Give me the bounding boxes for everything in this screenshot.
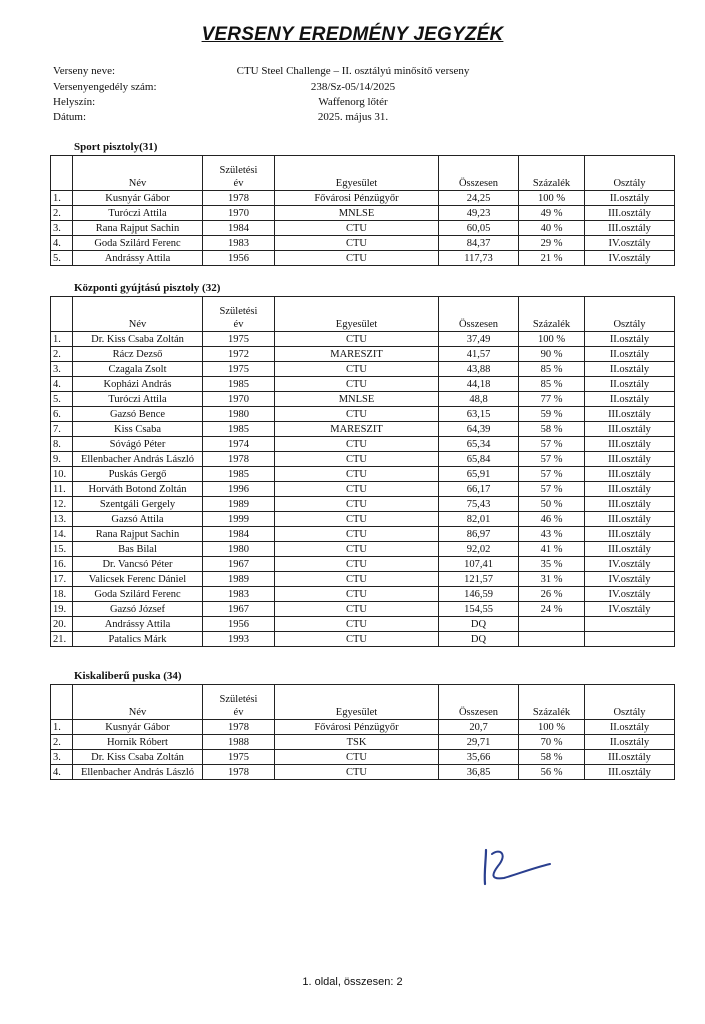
club-cell: CTU: [275, 765, 439, 780]
percent-cell: 57 %: [519, 452, 585, 467]
header-name: Név: [73, 156, 203, 191]
class-cell: III.osztály: [585, 422, 675, 437]
name-cell: Gazsó Attila: [73, 512, 203, 527]
total-cell: 86,97: [439, 527, 519, 542]
header-class: Osztály: [585, 156, 675, 191]
name-cell: Kiss Csaba: [73, 422, 203, 437]
name-cell: Dr. Kiss Csaba Zoltán: [73, 750, 203, 765]
header-birth-year-line2: év: [233, 319, 244, 330]
name-cell: Sóvágó Péter: [73, 437, 203, 452]
club-cell: CTU: [275, 527, 439, 542]
birth-year-cell: 1975: [203, 750, 275, 765]
rank-cell: 4.: [51, 377, 73, 392]
class-cell: II.osztály: [585, 392, 675, 407]
rank-cell: 1.: [51, 191, 73, 206]
birth-year-cell: 1972: [203, 347, 275, 362]
birth-year-cell: 1980: [203, 407, 275, 422]
header-rank: [51, 685, 73, 720]
table-row: [51, 572, 675, 587]
birth-year-cell: 1975: [203, 362, 275, 377]
club-cell: MARESZIT: [275, 422, 439, 437]
total-cell: 84,37: [439, 236, 519, 251]
club-cell: CTU: [275, 512, 439, 527]
rank-cell: 16.: [51, 557, 73, 572]
name-cell: Szentgáli Gergely: [73, 497, 203, 512]
rank-cell: 19.: [51, 602, 73, 617]
birth-year-cell: 1967: [203, 602, 275, 617]
meta-label: Helyszín:: [53, 96, 96, 108]
birth-year-cell: 1985: [203, 422, 275, 437]
birth-year-cell: 1956: [203, 617, 275, 632]
table-row: [51, 765, 675, 780]
header-club: Egyesület: [275, 297, 439, 332]
birth-year-cell: 1978: [203, 720, 275, 735]
results-table-smallbore-rifle: [50, 684, 675, 780]
class-cell: III.osztály: [585, 452, 675, 467]
class-cell: II.osztály: [585, 362, 675, 377]
club-cell: CTU: [275, 452, 439, 467]
table-row: [51, 251, 675, 266]
header-club: Egyesület: [275, 156, 439, 191]
class-cell: IV.osztály: [585, 251, 675, 266]
percent-cell: 35 %: [519, 557, 585, 572]
table-row: [51, 392, 675, 407]
total-cell: 36,85: [439, 765, 519, 780]
class-cell: IV.osztály: [585, 236, 675, 251]
class-cell: III.osztály: [585, 437, 675, 452]
percent-cell: 59 %: [519, 407, 585, 422]
class-cell: III.osztály: [585, 497, 675, 512]
name-cell: Andrássy Attila: [73, 251, 203, 266]
percent-cell: 70 %: [519, 735, 585, 750]
percent-cell: 57 %: [519, 437, 585, 452]
club-cell: CTU: [275, 617, 439, 632]
percent-cell: 46 %: [519, 512, 585, 527]
header-birth-year-line1: Születési: [219, 165, 258, 176]
class-cell: III.osztály: [585, 221, 675, 236]
total-cell: DQ: [439, 632, 519, 647]
name-cell: Ellenbacher András László: [73, 765, 203, 780]
total-cell: 29,71: [439, 735, 519, 750]
header-birth-year: [203, 297, 275, 332]
total-cell: 63,15: [439, 407, 519, 422]
name-cell: Kusnyár Gábor: [73, 720, 203, 735]
table-row: [51, 482, 675, 497]
birth-year-cell: 1974: [203, 437, 275, 452]
class-cell: II.osztály: [585, 191, 675, 206]
name-cell: Andrássy Attila: [73, 617, 203, 632]
total-cell: 75,43: [439, 497, 519, 512]
total-cell: 37,49: [439, 332, 519, 347]
rank-cell: 2.: [51, 735, 73, 750]
table-row: [51, 362, 675, 377]
rank-cell: 4.: [51, 765, 73, 780]
birth-year-cell: 1984: [203, 527, 275, 542]
name-cell: Rana Rajput Sachin: [73, 527, 203, 542]
header-rank: [51, 156, 73, 191]
rank-cell: 3.: [51, 221, 73, 236]
meta-label: Versenyengedély szám:: [53, 81, 157, 93]
table-row: [51, 407, 675, 422]
results-table-sport-pistol: [50, 155, 675, 266]
birth-year-cell: 1999: [203, 512, 275, 527]
club-cell: CTU: [275, 572, 439, 587]
percent-cell: 57 %: [519, 467, 585, 482]
rank-cell: 1.: [51, 332, 73, 347]
class-cell: III.osztály: [585, 482, 675, 497]
name-cell: Dr. Kiss Csaba Zoltán: [73, 332, 203, 347]
club-cell: CTU: [275, 482, 439, 497]
name-cell: Goda Szilárd Ferenc: [73, 587, 203, 602]
rank-cell: 12.: [51, 497, 73, 512]
percent-cell: 85 %: [519, 362, 585, 377]
total-cell: 64,39: [439, 422, 519, 437]
header-birth-year: [203, 685, 275, 720]
class-cell: II.osztály: [585, 332, 675, 347]
total-cell: 66,17: [439, 482, 519, 497]
club-cell: Fővárosi Pénzügyőr: [275, 191, 439, 206]
meta-value: 238/Sz-05/14/2025: [310, 81, 396, 93]
table-row: [51, 497, 675, 512]
name-cell: Valicsek Ferenc Dániel: [73, 572, 203, 587]
total-cell: 65,34: [439, 437, 519, 452]
percent-cell: 100 %: [519, 191, 585, 206]
birth-year-cell: 1978: [203, 765, 275, 780]
header-birth-year-line1: Születési: [219, 306, 258, 317]
table-header-row: [51, 297, 675, 332]
percent-cell: 31 %: [519, 572, 585, 587]
class-cell: IV.osztály: [585, 587, 675, 602]
rank-cell: 9.: [51, 452, 73, 467]
total-cell: 82,01: [439, 512, 519, 527]
club-cell: MARESZIT: [275, 347, 439, 362]
club-cell: Fővárosi Pénzügyőr: [275, 720, 439, 735]
percent-cell: 29 %: [519, 236, 585, 251]
birth-year-cell: 1970: [203, 206, 275, 221]
header-class: Osztály: [585, 685, 675, 720]
class-cell: III.osztály: [585, 467, 675, 482]
club-cell: CTU: [275, 602, 439, 617]
table-header-row: [51, 685, 675, 720]
name-cell: Turóczi Attila: [73, 392, 203, 407]
birth-year-cell: 1978: [203, 452, 275, 467]
meta-label: Verseny neve:: [53, 65, 116, 77]
header-birth-year-line2: év: [233, 707, 244, 718]
rank-cell: 6.: [51, 407, 73, 422]
header-total: Összesen: [439, 685, 519, 720]
club-cell: CTU: [275, 632, 439, 647]
club-cell: MNLSE: [275, 392, 439, 407]
name-cell: Bas Bilal: [73, 542, 203, 557]
percent-cell: 41 %: [519, 542, 585, 557]
birth-year-cell: 1988: [203, 735, 275, 750]
name-cell: Hornik Róbert: [73, 735, 203, 750]
rank-cell: 13.: [51, 512, 73, 527]
club-cell: CTU: [275, 750, 439, 765]
name-cell: Patalics Márk: [73, 632, 203, 647]
percent-cell: 56 %: [519, 765, 585, 780]
rank-cell: 2.: [51, 206, 73, 221]
birth-year-cell: 1993: [203, 632, 275, 647]
rank-cell: 14.: [51, 527, 73, 542]
class-cell: III.osztály: [585, 407, 675, 422]
birth-year-cell: 1978: [203, 191, 275, 206]
percent-cell: 100 %: [519, 720, 585, 735]
class-cell: III.osztály: [585, 750, 675, 765]
name-cell: Goda Szilárd Ferenc: [73, 236, 203, 251]
table-row: [51, 632, 675, 647]
club-cell: CTU: [275, 497, 439, 512]
header-percent: Százalék: [519, 156, 585, 191]
rank-cell: 21.: [51, 632, 73, 647]
percent-cell: 100 %: [519, 332, 585, 347]
meta-label: Dátum:: [53, 111, 86, 123]
club-cell: CTU: [275, 236, 439, 251]
total-cell: 41,57: [439, 347, 519, 362]
table-row: [51, 720, 675, 735]
class-cell: II.osztály: [585, 720, 675, 735]
section-title-sport-pistol: Sport pisztoly(31): [74, 141, 158, 153]
birth-year-cell: 1970: [203, 392, 275, 407]
table-header-row: [51, 156, 675, 191]
rank-cell: 3.: [51, 750, 73, 765]
header-total: Összesen: [439, 156, 519, 191]
name-cell: Turóczi Attila: [73, 206, 203, 221]
percent-cell: 40 %: [519, 221, 585, 236]
header-birth-year-line2: év: [233, 178, 244, 189]
page-title: VERSENY EREDMÉNY JEGYZÉK: [201, 24, 504, 45]
table-row: [51, 206, 675, 221]
total-cell: 48,8: [439, 392, 519, 407]
total-cell: 60,05: [439, 221, 519, 236]
table-row: [51, 557, 675, 572]
meta-value: 2025. május 31.: [317, 111, 389, 123]
total-cell: 43,88: [439, 362, 519, 377]
total-cell: 35,66: [439, 750, 519, 765]
birth-year-cell: 1989: [203, 572, 275, 587]
table-row: [51, 236, 675, 251]
class-cell: IV.osztály: [585, 557, 675, 572]
section-title-smallbore-rifle: Kiskaliberű puska (34): [74, 670, 182, 682]
birth-year-cell: 1956: [203, 251, 275, 266]
rank-cell: 5.: [51, 251, 73, 266]
table-row: [51, 735, 675, 750]
name-cell: Czagala Zsolt: [73, 362, 203, 377]
club-cell: CTU: [275, 557, 439, 572]
birth-year-cell: 1983: [203, 587, 275, 602]
total-cell: 92,02: [439, 542, 519, 557]
class-cell: III.osztály: [585, 542, 675, 557]
birth-year-cell: 1984: [203, 221, 275, 236]
header-name: Név: [73, 685, 203, 720]
total-cell: 44,18: [439, 377, 519, 392]
meta-row-permit: [53, 81, 653, 97]
rank-cell: 4.: [51, 236, 73, 251]
meta-row-date: [53, 111, 653, 127]
total-cell: 65,84: [439, 452, 519, 467]
rank-cell: 15.: [51, 542, 73, 557]
name-cell: Gazsó József: [73, 602, 203, 617]
header-percent: Százalék: [519, 685, 585, 720]
club-cell: CTU: [275, 221, 439, 236]
table-row: [51, 221, 675, 236]
table-row: [51, 602, 675, 617]
class-cell: IV.osztály: [585, 572, 675, 587]
meta-row-name: [53, 65, 653, 81]
rank-cell: 10.: [51, 467, 73, 482]
percent-cell: 57 %: [519, 482, 585, 497]
birth-year-cell: 1983: [203, 236, 275, 251]
table-row: [51, 527, 675, 542]
club-cell: CTU: [275, 251, 439, 266]
percent-cell: 24 %: [519, 602, 585, 617]
rank-cell: 5.: [51, 392, 73, 407]
club-cell: CTU: [275, 332, 439, 347]
page-footer: 1. oldal, összesen: 2: [302, 976, 403, 988]
meta-value: CTU Steel Challenge – II. osztályú minősítő verseny: [236, 65, 470, 77]
name-cell: Rana Rajput Sachin: [73, 221, 203, 236]
club-cell: CTU: [275, 362, 439, 377]
club-cell: CTU: [275, 437, 439, 452]
table-row: [51, 422, 675, 437]
birth-year-cell: 1980: [203, 542, 275, 557]
header-birth-year: [203, 156, 275, 191]
name-cell: Horváth Botond Zoltán: [73, 482, 203, 497]
club-cell: CTU: [275, 542, 439, 557]
name-cell: Dr. Vancsó Péter: [73, 557, 203, 572]
header-club: Egyesület: [275, 685, 439, 720]
club-cell: TSK: [275, 735, 439, 750]
meta-value: Waffenorg lőtér: [318, 96, 388, 108]
percent-cell: 21 %: [519, 251, 585, 266]
percent-cell: 50 %: [519, 497, 585, 512]
percent-cell: 49 %: [519, 206, 585, 221]
birth-year-cell: 1975: [203, 332, 275, 347]
rank-cell: 1.: [51, 720, 73, 735]
birth-year-cell: 1985: [203, 377, 275, 392]
total-cell: 49,23: [439, 206, 519, 221]
table-row: [51, 587, 675, 602]
table-row: [51, 542, 675, 557]
club-cell: CTU: [275, 587, 439, 602]
total-cell: 20,7: [439, 720, 519, 735]
club-cell: CTU: [275, 467, 439, 482]
table-row: [51, 377, 675, 392]
percent-cell: [519, 632, 585, 647]
table-row: [51, 617, 675, 632]
name-cell: Puskás Gergő: [73, 467, 203, 482]
meta-row-location: [53, 96, 653, 112]
rank-cell: 20.: [51, 617, 73, 632]
percent-cell: 58 %: [519, 422, 585, 437]
name-cell: Ellenbacher András László: [73, 452, 203, 467]
class-cell: II.osztály: [585, 377, 675, 392]
table-row: [51, 191, 675, 206]
rank-cell: 2.: [51, 347, 73, 362]
percent-cell: [519, 617, 585, 632]
name-cell: Kopházi András: [73, 377, 203, 392]
header-birth-year-line1: Születési: [219, 694, 258, 705]
name-cell: Gazsó Bence: [73, 407, 203, 422]
percent-cell: 77 %: [519, 392, 585, 407]
header-percent: Százalék: [519, 297, 585, 332]
birth-year-cell: 1996: [203, 482, 275, 497]
class-cell: IV.osztály: [585, 602, 675, 617]
section-title-centerfire-pistol: Központi gyújtású pisztoly (32): [74, 282, 221, 294]
class-cell: [585, 632, 675, 647]
club-cell: CTU: [275, 377, 439, 392]
total-cell: 121,57: [439, 572, 519, 587]
table-row: [51, 512, 675, 527]
percent-cell: 26 %: [519, 587, 585, 602]
rank-cell: 11.: [51, 482, 73, 497]
header-class: Osztály: [585, 297, 675, 332]
results-table-centerfire-pistol: [50, 296, 675, 647]
table-row: [51, 437, 675, 452]
rank-cell: 7.: [51, 422, 73, 437]
total-cell: 107,41: [439, 557, 519, 572]
class-cell: III.osztály: [585, 512, 675, 527]
table-row: [51, 750, 675, 765]
percent-cell: 85 %: [519, 377, 585, 392]
club-cell: CTU: [275, 407, 439, 422]
signature-image: [478, 840, 568, 890]
header-name: Név: [73, 297, 203, 332]
class-cell: II.osztály: [585, 347, 675, 362]
class-cell: III.osztály: [585, 206, 675, 221]
class-cell: [585, 617, 675, 632]
birth-year-cell: 1985: [203, 467, 275, 482]
table-row: [51, 332, 675, 347]
rank-cell: 17.: [51, 572, 73, 587]
percent-cell: 58 %: [519, 750, 585, 765]
name-cell: Rácz Dezső: [73, 347, 203, 362]
rank-cell: 3.: [51, 362, 73, 377]
rank-cell: 18.: [51, 587, 73, 602]
percent-cell: 43 %: [519, 527, 585, 542]
table-row: [51, 467, 675, 482]
total-cell: DQ: [439, 617, 519, 632]
total-cell: 146,59: [439, 587, 519, 602]
total-cell: 24,25: [439, 191, 519, 206]
birth-year-cell: 1989: [203, 497, 275, 512]
table-row: [51, 452, 675, 467]
total-cell: 154,55: [439, 602, 519, 617]
percent-cell: 90 %: [519, 347, 585, 362]
table-row: [51, 347, 675, 362]
class-cell: III.osztály: [585, 765, 675, 780]
header-total: Összesen: [439, 297, 519, 332]
total-cell: 65,91: [439, 467, 519, 482]
birth-year-cell: 1967: [203, 557, 275, 572]
rank-cell: 8.: [51, 437, 73, 452]
header-rank: [51, 297, 73, 332]
class-cell: III.osztály: [585, 527, 675, 542]
name-cell: Kusnyár Gábor: [73, 191, 203, 206]
class-cell: II.osztály: [585, 735, 675, 750]
total-cell: 117,73: [439, 251, 519, 266]
club-cell: MNLSE: [275, 206, 439, 221]
